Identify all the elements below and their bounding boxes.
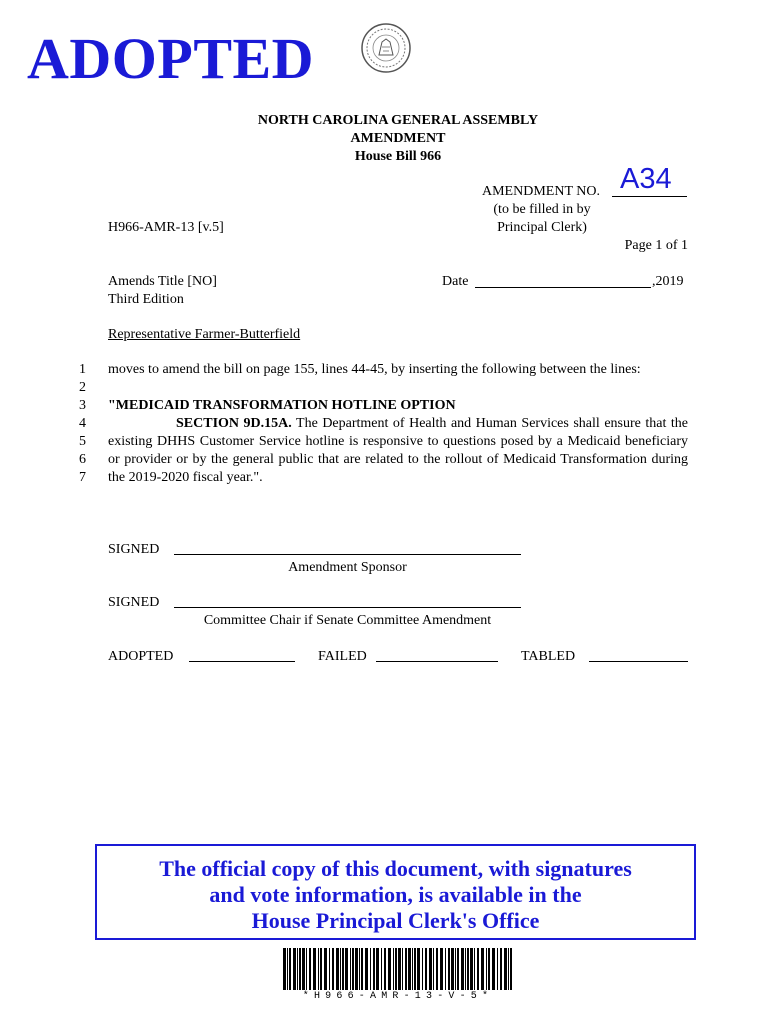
tabled-label: TABLED: [521, 649, 576, 664]
amendment-body: [108, 361, 688, 487]
date-line: [475, 287, 651, 288]
official-copy-notice: [95, 844, 696, 940]
line-number: 3: [79, 398, 86, 413]
section-label: SECTION 9D.15A.: [176, 416, 292, 431]
signed-label-1: SIGNED: [108, 542, 160, 557]
amendment-no-label: AMENDMENT NO.: [482, 184, 600, 199]
signed-label-2: SIGNED: [108, 595, 160, 610]
header-bill: House Bill 966: [354, 149, 442, 164]
barcode-text: *H966-AMR-13-V-5*: [302, 991, 494, 1002]
barcode-icon: [283, 948, 513, 995]
fill-note-2: Principal Clerk): [497, 220, 587, 235]
section-paragraph: [108, 415, 688, 487]
line-number: 4: [79, 416, 86, 431]
tabled-line: [589, 661, 688, 662]
line-number: 6: [79, 452, 86, 467]
failed-label: FAILED: [318, 649, 367, 664]
signature-line-2: [174, 607, 521, 608]
header-assembly: NORTH CAROLINA GENERAL ASSEMBLY: [257, 113, 539, 128]
notice-line-1: The official copy of this document, with signatures: [159, 856, 632, 881]
amendment-no-value: A34: [620, 163, 672, 195]
sponsor-caption: Amendment Sponsor: [288, 560, 407, 575]
line-numbers: [74, 361, 86, 487]
notice-line-2: and vote information, is available in the: [209, 882, 582, 907]
page-count: Page 1 of 1: [624, 238, 688, 253]
adopted-line: [189, 661, 295, 662]
signature-line-1: [174, 554, 521, 555]
sponsor-name: Representative Farmer-Butterfield: [108, 327, 301, 342]
amends-title: Amends Title [NO]: [108, 274, 217, 289]
line-number: 5: [79, 434, 86, 449]
section-text: The Department of Health and Human Services shall ensure that the existing DHHS Customer Service hotline is responsive to questions posed by a Medicaid beneficiary or provider or by the general public that are related to the rollout of Medicaid Transformation during the 2019-2020 fiscal year.".: [108, 416, 688, 485]
chair-caption: Committee Chair if Senate Committee Amendment: [203, 613, 492, 628]
line-number: 1: [79, 362, 86, 377]
notice-line-3: House Principal Clerk's Office: [251, 908, 540, 933]
fill-note-1: (to be filled in by: [493, 202, 591, 217]
state-seal-icon: [360, 22, 412, 79]
adopted-label: ADOPTED: [108, 649, 174, 664]
section-heading: "MEDICAID TRANSFORMATION HOTLINE OPTION: [108, 398, 456, 413]
body-intro: moves to amend the bill on page 155, lines 44-45, by inserting the following between the lines:: [108, 362, 641, 377]
header-amendment: AMENDMENT: [350, 131, 446, 146]
line-number: 7: [79, 470, 86, 485]
date-year: ,2019: [652, 274, 684, 289]
failed-line: [376, 661, 498, 662]
line-number: 2: [79, 380, 86, 395]
amendment-no-line: [612, 196, 687, 197]
document-id: H966-AMR-13 [v.5]: [108, 220, 224, 235]
date-label: Date: [442, 274, 469, 289]
adopted-stamp: ADOPTED: [27, 26, 315, 91]
edition: Third Edition: [108, 292, 184, 307]
